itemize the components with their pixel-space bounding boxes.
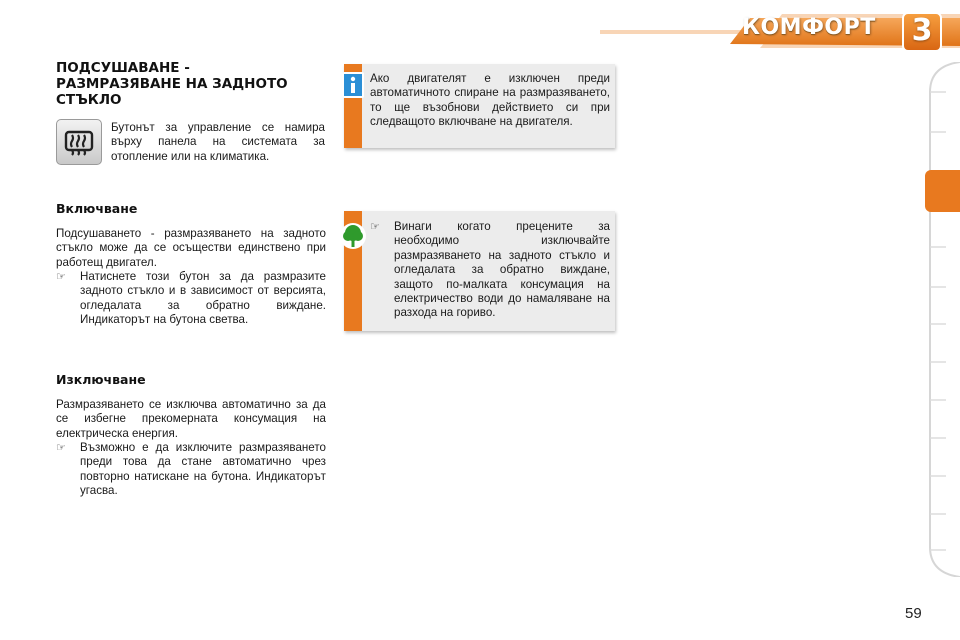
switch-on-bullet-text: Натиснете този бутон за да размразите задното стъкло и в зависимост от версията, огледалата за обратно виждане. Индикаторът на бутона светва.	[80, 270, 326, 327]
info-box-text: Ако двигателят е изключен преди автоматичното спиране на размразяването, то ще възобнови действието си при следващото включване на двигателя.	[370, 72, 610, 129]
bullet-hand-icon: ☞	[56, 271, 66, 283]
tree-icon	[338, 221, 368, 251]
switch-off-bullet-text: Възможно е да изключите размразяването преди това да стане автоматично чрез повторно натискане на бутона. Индикаторът угасва.	[80, 441, 326, 498]
switch-on-bullet	[56, 270, 326, 328]
section-title-line-3: СТЪКЛО	[56, 92, 122, 108]
info-icon	[342, 72, 364, 98]
eco-box	[344, 211, 615, 331]
section-title-line-2: РАЗМРАЗЯВАНЕ НА ЗАДНОТО	[56, 76, 288, 92]
switch-off-bullet	[56, 441, 326, 499]
section-title-line-1: ПОДСУШАВАНЕ -	[56, 60, 190, 76]
eco-box-bullet-text: Винаги когато прецените за необходимо изключвайте размразяването на задното стъкло и огледалата за обратно виждане, защото по-малката консумация на електричество води до намаляване на разхода на гориво.	[394, 220, 610, 320]
chapter-number-badge: 3	[911, 13, 933, 48]
bullet-hand-icon: ☞	[56, 442, 66, 454]
switch-off-heading: Изключване	[56, 372, 146, 387]
section-title	[56, 60, 328, 108]
chapter-title: КОМФОРТ	[742, 15, 876, 40]
chapter-tab-active[interactable]	[925, 170, 960, 212]
switch-on-heading: Включване	[56, 201, 138, 216]
switch-on-text: Подсушаването - размразяването на задното стъкло може да се осъществи единствено при работещ двигател.	[56, 227, 326, 269]
chapter-tab-strip	[918, 62, 960, 577]
page-number: 59	[905, 605, 922, 622]
eco-box-bullet	[370, 220, 610, 321]
rear-window-defrost-icon	[56, 119, 102, 165]
bullet-hand-icon: ☞	[370, 221, 380, 233]
button-location-text: Бутонът за управление се намира върху панела на системата за отопление или на климатика.	[111, 121, 325, 163]
info-box	[344, 64, 615, 148]
switch-off-text: Размразяването се изключва автоматично за да се избегне прекомерната консумация на електрическа енергия.	[56, 398, 326, 440]
